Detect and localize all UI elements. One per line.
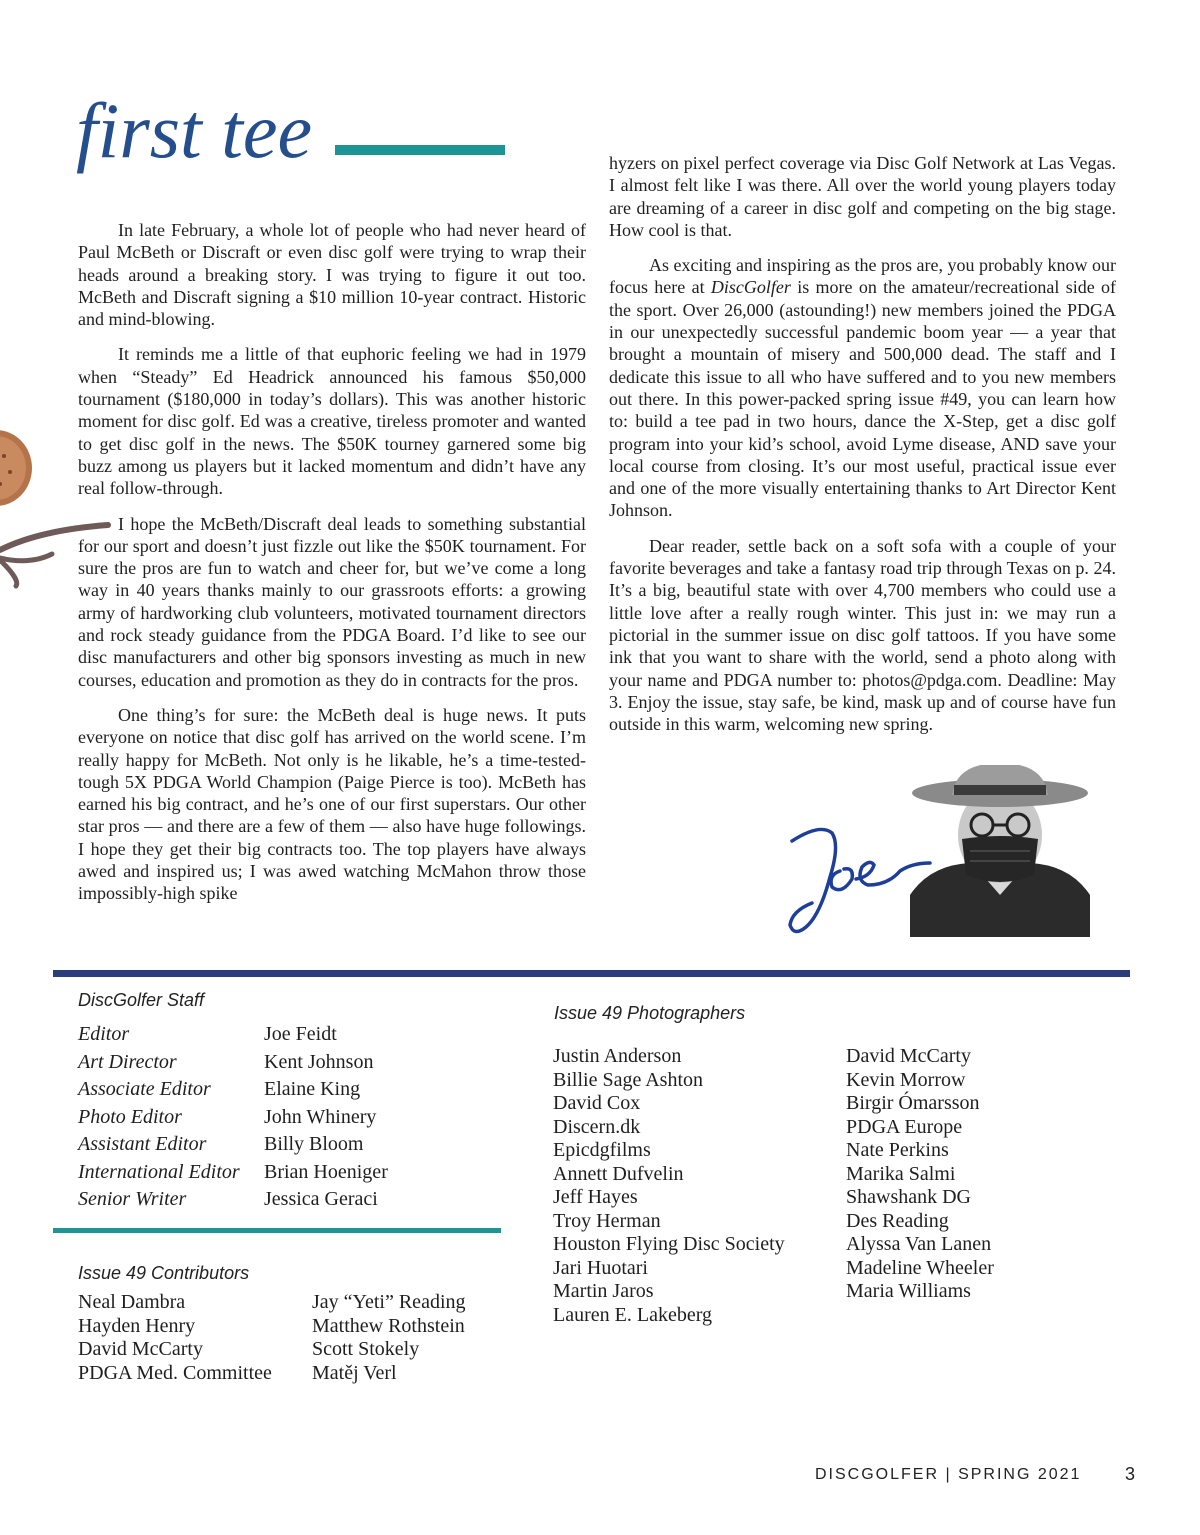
list-item: David Cox bbox=[553, 1092, 641, 1114]
staff-name: Billy Bloom bbox=[264, 1133, 364, 1155]
list-item: Discern.dk bbox=[553, 1115, 641, 1138]
staff-role: Photo Editor bbox=[78, 1105, 182, 1128]
staff-role: Assistant Editor bbox=[78, 1133, 207, 1155]
list-item: Matthew Rothstein bbox=[312, 1314, 465, 1337]
contributors-column bbox=[312, 1291, 466, 1385]
article-paragraph: It reminds me a little of that euphoric feeling we had in 1979 when “Steady” Ed Headrick announced his famous $50,000 tournament ($180,000 in today’s dollars). This was another historic moment for disc golf. Ed was a creative, tireless promoter and wanted to get disc golf in the news. The $50K tourney garnered some big buzz among us players but it lacked momentum and didn’t have any real follow-through. bbox=[78, 344, 586, 499]
editor-portrait bbox=[910, 765, 1090, 937]
list-item: Epicdgfilms bbox=[553, 1139, 651, 1161]
list-item: Alyssa Van Lanen bbox=[846, 1233, 992, 1255]
list-item: Hayden Henry bbox=[78, 1314, 196, 1337]
list-item: Birgir Ómarsson bbox=[846, 1092, 980, 1114]
contributors-heading: Issue 49 Contributors bbox=[78, 1263, 250, 1283]
staff-row bbox=[78, 1076, 388, 1104]
list-item: Jeff Hayes bbox=[553, 1186, 638, 1208]
list-item: Maria Williams bbox=[846, 1280, 971, 1302]
staff-role: Editor bbox=[78, 1023, 130, 1045]
list-item: Lauren E. Lakeberg bbox=[553, 1303, 712, 1326]
list-item: David McCarty bbox=[78, 1338, 203, 1360]
list-item: David McCarty bbox=[846, 1045, 971, 1067]
staff-row bbox=[78, 1159, 388, 1187]
list-item: Matěj Verl bbox=[312, 1361, 397, 1384]
staff-name: Jessica Geraci bbox=[264, 1188, 378, 1210]
article-paragraph: Dear reader, settle back on a soft sofa with a couple of your favorite beverages and take a fantasy road trip through Texas on p. 24. It’s a big, beautiful state with over 4,700 members who could use a little love after a really rough winter. This just in: we may run a pictorial in the summer issue on disc golf tattoos. If you have some ink that you want to share with the world, send a photo along with your name and PDGA number to: photos@pdga.com. Deadline: May 3. Enjoy the issue, stay safe, be kind, mask up and of course have fun outside in this warm, welcoming new spring. bbox=[609, 535, 1116, 735]
list-item: Justin Anderson bbox=[553, 1045, 682, 1067]
list-item: Houston Flying Disc Society bbox=[553, 1233, 785, 1255]
staff-row bbox=[78, 1131, 388, 1159]
list-item: Troy Herman bbox=[553, 1209, 661, 1232]
article-paragraph: As exciting and inspiring as the pros are, you probably know our focus here at DiscGolfer is more on the amateur/recreational side of the sport. Over 26,000 (astounding!) new members joined the PDGA in our unexpectedly successful pandemic boom year — a year that brought a mountain of misery and 500,000 dead. The staff and I dedicate this issue to all who have suffered and to you new members out there. In this power-packed spring issue #49, you can learn how to: build a tee pad in two hours, dance the X-Step, get a disc golf program into your kid’s school, avoid Lyme disease, AND save your local course from closing. It’s our most useful, practical issue ever and one of the more visually entertaining thanks to Art Director Kent Johnson. bbox=[609, 255, 1116, 521]
staff-role: Art Director bbox=[78, 1050, 177, 1073]
list-item: Nate Perkins bbox=[846, 1139, 949, 1161]
list-item: Shawshank DG bbox=[846, 1186, 971, 1208]
list-item: Jari Huotari bbox=[553, 1256, 648, 1279]
list-item: Billie Sage Ashton bbox=[553, 1068, 703, 1091]
photographers-list bbox=[553, 1045, 994, 1327]
contributors-list bbox=[78, 1291, 466, 1385]
list-item: Des Reading bbox=[846, 1209, 949, 1232]
list-item: Madeline Wheeler bbox=[846, 1256, 994, 1279]
staff-name: Kent Johnson bbox=[264, 1050, 374, 1073]
list-item: PDGA Europe bbox=[846, 1115, 963, 1138]
staff-name: Joe Feidt bbox=[264, 1023, 337, 1045]
list-item: Annett Dufvelin bbox=[553, 1162, 684, 1185]
list-item: PDGA Med. Committee bbox=[78, 1361, 272, 1384]
staff-role: Senior Writer bbox=[78, 1188, 187, 1210]
list-item: Marika Salmi bbox=[846, 1162, 956, 1185]
article-paragraph: In late February, a whole lot of people who had never heard of Paul McBeth or Discraft or even disc golf were trying to wrap their heads around a breaking story. I was trying to figure it out too. McBeth and Discraft signing a $10 million 10-year contract. Historic and mind-blowing. bbox=[78, 220, 586, 330]
list-item: Martin Jaros bbox=[553, 1280, 654, 1302]
magazine-name: DiscGolfer bbox=[710, 277, 791, 298]
section-divider bbox=[53, 970, 1130, 977]
photographers-column bbox=[846, 1045, 994, 1327]
photographers-heading: Issue 49 Photographers bbox=[554, 1003, 746, 1023]
list-item: Jay “Yeti” Reading bbox=[312, 1291, 466, 1313]
list-item: Neal Dambra bbox=[78, 1291, 186, 1313]
contributors-column bbox=[78, 1291, 312, 1385]
staff-role: Associate Editor bbox=[78, 1078, 211, 1100]
staff-row bbox=[78, 1104, 388, 1132]
staff-name: Elaine King bbox=[264, 1078, 361, 1100]
staff-name: Brian Hoeniger bbox=[264, 1160, 388, 1183]
list-item: Kevin Morrow bbox=[846, 1068, 966, 1091]
staff-list bbox=[78, 1021, 388, 1214]
list-item: Scott Stokely bbox=[312, 1338, 420, 1360]
staff-role: International Editor bbox=[78, 1160, 240, 1183]
publication-footer: DISCGOLFER | SPRING 2021 bbox=[815, 1466, 1082, 1483]
staff-row bbox=[78, 1049, 388, 1077]
staff-name: John Whinery bbox=[264, 1105, 377, 1128]
staff-row bbox=[78, 1021, 388, 1049]
title-rule bbox=[335, 145, 505, 155]
staff-row bbox=[78, 1186, 388, 1214]
page-title: first tee bbox=[76, 87, 313, 174]
staff-divider bbox=[53, 1228, 501, 1233]
article-paragraph: hyzers on pixel perfect coverage via Disc Golf Network at Las Vegas. I almost felt like I was there. All over the world young players today are dreaming of a career in disc golf and competing on the big stage. How cool is that. bbox=[609, 153, 1116, 240]
article-paragraph: I hope the McBeth/Discraft deal leads to something substantial for our sport and doesn’t just fizzle out like the $50K tournament. For sure the pros are fun to watch and cheer for, but we’ve come a long way in 40 years thanks mainly to our grassroots efforts: a growing army of hardworking club volunteers, motivated tournament directors and rock steady guidance from the PDGA Board. I’d like to see our disc manufacturers and other big sponsors investing as much in new courses, education and promotion as they do in contracts for the pros. bbox=[78, 513, 586, 690]
photographers-column bbox=[553, 1045, 846, 1327]
staff-heading: DiscGolfer Staff bbox=[78, 990, 205, 1010]
article-left-column bbox=[78, 219, 586, 918]
article-paragraph: One thing’s for sure: the McBeth deal is huge news. It puts everyone on notice that disc golf has arrived on the world scene. I’m really happy for McBeth. Not only is he likable, he’s a time-tested-tough 5X PDGA World Champion (Paige Pierce is too). McBeth has earned his big contract, and he’s one of our first superstars. Our other star pros — and there are a few of them — also have huge followings. I hope they get their big contracts too. The top players have always awed and inspired us; I was awed watching McMahon throw those impossibly-high spike bbox=[78, 704, 586, 904]
article-right-column bbox=[609, 152, 1116, 748]
page-number: 3 bbox=[1125, 1464, 1136, 1484]
